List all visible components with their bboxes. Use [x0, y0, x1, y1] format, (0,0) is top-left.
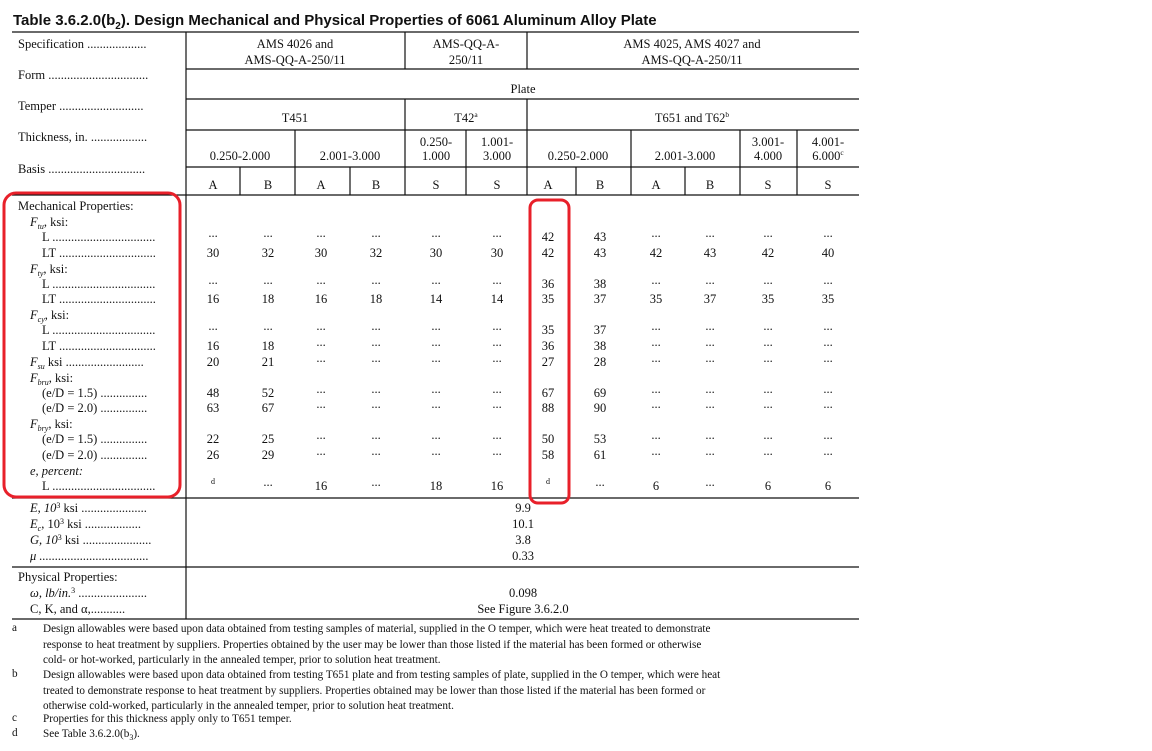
cell-fty-LT-3: 16: [314, 292, 328, 306]
footnote-c-line-1: Properties for this thickness apply only to T651 temper.: [43, 713, 292, 725]
cell-fty-L-11: ...: [763, 273, 773, 287]
cell-fbru-20-10: ...: [705, 397, 715, 411]
cell-e-L-9: 6: [652, 479, 660, 493]
cell-fbry-20-1: 26: [206, 448, 220, 462]
basis-6: S: [493, 178, 501, 192]
label-fbru: $F_{bru}$, ksi:: [30, 371, 74, 387]
temper-t451: T451: [281, 111, 309, 125]
thickness-0250-a: 0.250-: [419, 135, 453, 149]
cell-fcy-LT-12: ...: [823, 335, 833, 349]
label-omega: ω, lb/in.$^3$ ......................: [30, 586, 147, 600]
value-omega: 0.098: [508, 586, 538, 600]
spec-3-line-1: AMS 4025, AMS 4027 and: [623, 37, 761, 51]
cell-ftu-L-5: ...: [431, 226, 441, 240]
cell-ftu-LT-11: 42: [761, 246, 775, 260]
basis-5: S: [432, 178, 440, 192]
cell-fbry-20-12: ...: [823, 444, 833, 458]
cell-ftu-LT-6: 30: [490, 246, 504, 260]
cell-e-L-12: 6: [824, 479, 832, 493]
cell-e-L-4: ...: [371, 475, 381, 489]
cell-fcy-LT-7: 36: [541, 339, 555, 353]
basis-row: [208, 178, 831, 192]
cell-fbru-15-2: 52: [261, 386, 275, 400]
title-main: Table 3.6.2.0(b: [13, 12, 116, 29]
cell-ftu-LT-5: 30: [429, 246, 443, 260]
footnote-a-line-1: Design allowables were based upon data obtained from testing samples of material, supplied in the O temper, which were heat treated to demonstrate: [43, 623, 711, 635]
cell-fsu-8: 28: [593, 355, 607, 369]
cell-fcy-L-10: ...: [705, 319, 715, 333]
cell-fty-LT-9: 35: [649, 292, 663, 306]
cell-fbry-15-10: ...: [705, 428, 715, 442]
cell-fty-L-10: ...: [705, 273, 715, 287]
footnote-text-a: [43, 622, 843, 669]
footnote-mark-a: a: [12, 622, 17, 634]
thickness-3000: 3.000: [482, 149, 512, 163]
cell-fbru-15-11: ...: [763, 382, 773, 396]
cell-fcy-LT-2: 18: [261, 339, 275, 353]
cell-fcy-L-7: 35: [541, 323, 555, 337]
cell-fbru-15-12: ...: [823, 382, 833, 396]
thickness-1000: 1.000: [421, 149, 451, 163]
cell-fty-L-6: ...: [492, 273, 502, 287]
label-specification: Specification ...................: [18, 37, 147, 51]
label-fbru-ed15: (e/D = 1.5) ...............: [42, 386, 148, 400]
spec-1-line-1: AMS 4026 and: [256, 37, 334, 51]
row-labels: [18, 37, 156, 616]
cell-fbry-20-10: ...: [705, 444, 715, 458]
cell-fbry-15-9: ...: [651, 428, 661, 442]
value-mu: 0.33: [512, 549, 534, 563]
cell-fty-LT-6: 14: [490, 292, 504, 306]
cell-fty-LT-5: 14: [429, 292, 443, 306]
cell-e-L-11: 6: [764, 479, 772, 493]
data-cells: [207, 226, 835, 493]
cell-fbru-20-7: 88: [541, 401, 555, 415]
cell-fty-LT-1: 16: [206, 292, 220, 306]
cell-fbru-15-8: 69: [593, 386, 607, 400]
label-fbry: $F_{bry}$, ksi:: [30, 417, 73, 433]
cell-ftu-LT-4: 32: [369, 246, 383, 260]
cell-fty-LT-10: 37: [703, 292, 717, 306]
label-fcy-LT: LT ...............................: [42, 339, 156, 353]
title-subscript: 2: [115, 21, 121, 32]
cell-fcy-LT-11: ...: [763, 335, 773, 349]
cell-fsu-11: ...: [763, 351, 773, 365]
label-fty: $F_{ty}$, ksi:: [30, 262, 68, 278]
cell-ftu-L-3: ...: [316, 226, 326, 240]
cell-fcy-L-6: ...: [492, 319, 502, 333]
basis-8: B: [595, 178, 605, 192]
cell-fty-L-1: ...: [208, 273, 218, 287]
thickness-2001-3000: 2.001-3.000: [319, 149, 381, 163]
footnote-mark-d: d: [12, 727, 18, 739]
cell-fty-LT-2: 18: [261, 292, 275, 306]
thickness-3001: 3.001-: [751, 135, 785, 149]
shared-values: [477, 501, 568, 616]
label-e-L: L .................................: [42, 479, 156, 493]
footnote-b-line-3: otherwise cold-worked, particularly in the annealed temper, prior to solution heat treatment.: [43, 700, 454, 712]
cell-fbry-15-12: ...: [823, 428, 833, 442]
cell-fbru-15-1: 48: [206, 386, 220, 400]
footnote-b-line-2: treated to demonstrate response to heat treatment by suppliers. Properties obtained may be lower than those listed if the material has been formed or: [43, 684, 706, 697]
cell-fcy-L-8: 37: [593, 323, 607, 337]
cell-fbry-20-6: ...: [492, 444, 502, 458]
cell-ftu-LT-7: 42: [541, 246, 555, 260]
value-E: 9.9: [515, 501, 531, 515]
cell-fbru-15-7: 67: [541, 386, 555, 400]
cell-fcy-L-3: ...: [316, 319, 326, 333]
cell-ftu-L-8: 43: [593, 230, 607, 244]
cell-ftu-L-11: ...: [763, 226, 773, 240]
cell-ftu-L-7: 42: [541, 230, 555, 244]
cell-fbru-15-9: ...: [651, 382, 661, 396]
cell-fcy-LT-10: ...: [705, 335, 715, 349]
cell-fbru-20-5: ...: [431, 397, 441, 411]
cell-e-L-10: ...: [705, 475, 715, 489]
thickness-1001: 1.001-: [480, 135, 514, 149]
value-G: 3.8: [515, 533, 531, 547]
thickness-0250-2000: 0.250-2.000: [209, 149, 271, 163]
cell-ftu-L-1: ...: [208, 226, 218, 240]
cell-fbru-20-3: ...: [316, 397, 326, 411]
thickness-0250-2000-b: 0.250-2.000: [547, 149, 609, 163]
label-form: Form ................................: [18, 68, 149, 82]
cell-fty-LT-12: 35: [821, 292, 835, 306]
basis-1: A: [208, 178, 218, 192]
cell-fbry-20-2: 29: [261, 448, 275, 462]
cell-fbru-15-6: ...: [492, 382, 502, 396]
cell-e-L-7: d: [546, 477, 550, 486]
cell-fsu-5: ...: [431, 351, 441, 365]
cell-fbry-20-3: ...: [316, 444, 326, 458]
footnote-mark-c: c: [12, 712, 17, 724]
cell-fty-LT-11: 35: [761, 292, 775, 306]
cell-fbry-20-9: ...: [651, 444, 661, 458]
footnote-text-b: [43, 668, 843, 715]
label-ftu-L: L .................................: [42, 230, 156, 244]
cell-fcy-LT-6: ...: [492, 335, 502, 349]
basis-12: S: [824, 178, 832, 192]
label-physical-properties: Physical Properties:: [18, 570, 118, 584]
cell-fbry-20-8: 61: [593, 448, 607, 462]
basis-9: A: [651, 178, 661, 192]
cell-ftu-L-6: ...: [492, 226, 502, 240]
thickness-4001: 4.001-: [811, 135, 845, 149]
cell-ftu-LT-2: 32: [261, 246, 275, 260]
cell-fsu-7: 27: [541, 355, 555, 369]
cell-ftu-LT-10: 43: [703, 246, 717, 260]
cell-fty-LT-7: 35: [541, 292, 555, 306]
cell-fcy-LT-4: ...: [371, 335, 381, 349]
cell-ftu-LT-8: 43: [593, 246, 607, 260]
cell-fbru-20-8: 90: [593, 401, 607, 415]
label-cka: C, K, and α,...........: [30, 602, 126, 616]
cell-ftu-L-9: ...: [651, 226, 661, 240]
cell-fsu-6: ...: [492, 351, 502, 365]
cell-fbry-15-4: ...: [371, 428, 381, 442]
cell-e-L-3: 16: [314, 479, 328, 493]
cell-fcy-L-9: ...: [651, 319, 661, 333]
cell-fbry-15-7: 50: [541, 432, 555, 446]
cell-fbru-15-4: ...: [371, 382, 381, 396]
cell-fty-LT-4: 18: [369, 292, 383, 306]
footnote-mark-b: b: [12, 668, 18, 680]
cell-ftu-L-12: ...: [823, 226, 833, 240]
basis-11: S: [764, 178, 772, 192]
cell-fty-L-8: 38: [593, 277, 607, 291]
label-Ec: $E_c$, $10^3$ ksi ..................: [30, 517, 142, 533]
cell-fbry-15-11: ...: [763, 428, 773, 442]
temper-t651-t62: T651 and T62$^b$: [654, 110, 730, 125]
cell-fcy-L-12: ...: [823, 319, 833, 333]
cell-ftu-LT-1: 30: [206, 246, 220, 260]
label-fsu: $F_{su}$ ksi .........................: [30, 355, 144, 371]
footnote-text-c: [43, 712, 843, 728]
cell-fcy-L-1: ...: [208, 319, 218, 333]
cell-fbry-20-4: ...: [371, 444, 381, 458]
cell-fcy-LT-8: 38: [593, 339, 607, 353]
cell-fbry-15-6: ...: [492, 428, 502, 442]
temper-t42: T42$^a$: [454, 110, 478, 125]
cell-fbru-20-2: 67: [261, 401, 275, 415]
label-fcy-L: L .................................: [42, 323, 156, 337]
cell-fbru-20-4: ...: [371, 397, 381, 411]
cell-fbru-20-11: ...: [763, 397, 773, 411]
thickness-2001-3000-b: 2.001-3.000: [654, 149, 716, 163]
cell-ftu-LT-9: 42: [649, 246, 663, 260]
footnote-a-line-2: response to heat treatment by suppliers. Properties obtained by the user may be lower than those listed if the material has been formed or otherwise: [43, 638, 702, 651]
cell-fbru-20-9: ...: [651, 397, 661, 411]
thickness-4000: 4.000: [753, 149, 783, 163]
cell-ftu-L-2: ...: [263, 226, 273, 240]
cell-e-L-8: ...: [595, 475, 605, 489]
cell-fcy-L-2: ...: [263, 319, 273, 333]
cell-e-L-6: 16: [490, 479, 504, 493]
cell-fty-L-2: ...: [263, 273, 273, 287]
spec-2-line-2: 250/11: [448, 53, 484, 67]
cell-fty-L-12: ...: [823, 273, 833, 287]
label-E: E, $10^3$ ksi .....................: [30, 501, 147, 515]
cell-fcy-LT-1: 16: [206, 339, 220, 353]
cell-fbry-20-11: ...: [763, 444, 773, 458]
title-rest: ). Design Mechanical and Physical Properties of 6061 Aluminum Alloy Plate: [120, 12, 657, 29]
cell-fty-L-4: ...: [371, 273, 381, 287]
cell-ftu-LT-12: 40: [821, 246, 835, 260]
cell-ftu-L-10: ...: [705, 226, 715, 240]
cell-fbry-15-1: 22: [206, 432, 220, 446]
cell-fcy-LT-5: ...: [431, 335, 441, 349]
cell-fbru-20-12: ...: [823, 397, 833, 411]
label-mu: μ ...................................: [30, 549, 149, 563]
cell-e-L-5: 18: [429, 479, 443, 493]
value-cka: See Figure 3.6.2.0: [477, 602, 569, 616]
cell-fty-LT-8: 37: [593, 292, 607, 306]
cell-fsu-4: ...: [371, 351, 381, 365]
cell-fbry-20-7: 58: [541, 448, 555, 462]
cell-fsu-2: 21: [261, 355, 275, 369]
spec-1-line-2: AMS-QQ-A-250/11: [244, 53, 346, 67]
label-basis: Basis ...............................: [18, 162, 146, 176]
spec-3-line-2: AMS-QQ-A-250/11: [641, 53, 743, 67]
cell-fsu-9: ...: [651, 351, 661, 365]
label-fbry-ed15: (e/D = 1.5) ...............: [42, 432, 148, 446]
value-Ec: 10.1: [512, 517, 534, 531]
cell-ftu-LT-3: 30: [314, 246, 328, 260]
basis-10: B: [705, 178, 715, 192]
cell-fsu-1: 20: [206, 355, 220, 369]
cell-e-L-1: d: [211, 477, 215, 486]
cell-fbru-20-1: 63: [206, 401, 220, 415]
cell-fbry-15-3: ...: [316, 428, 326, 442]
label-ftu-LT: LT ...............................: [42, 246, 156, 260]
cell-fsu-10: ...: [705, 351, 715, 365]
thickness-6000: 6.000$^c$: [812, 148, 844, 163]
cell-fcy-L-4: ...: [371, 319, 381, 333]
cell-e-L-2: ...: [263, 475, 273, 489]
footnote-b-line-1: Design allowables were based upon data obtained from testing T651 plate and from testing samples of plate, supplied in the O temper, which were heat: [43, 669, 721, 681]
label-fbry-ed20: (e/D = 2.0) ...............: [42, 448, 148, 462]
cell-fbry-20-5: ...: [431, 444, 441, 458]
cell-ftu-L-4: ...: [371, 226, 381, 240]
cell-fcy-L-5: ...: [431, 319, 441, 333]
cell-fbry-15-5: ...: [431, 428, 441, 442]
footnote-text-d: See Table $3.6.2.0(b_3)$.: [43, 728, 140, 743]
label-fty-L: L .................................: [42, 277, 156, 291]
cell-fcy-LT-3: ...: [316, 335, 326, 349]
spec-2-line-1: AMS-QQ-A-: [432, 37, 500, 51]
label-fcy: $F_{cy}$, ksi:: [30, 308, 70, 324]
cell-fty-L-7: 36: [541, 277, 555, 291]
label-thickness: Thickness, in. ..................: [18, 130, 148, 144]
cell-fbru-20-6: ...: [492, 397, 502, 411]
footnote-a-line-3: cold- or hot-worked, particularly in the annealed temper, prior to solution heat treatment.: [43, 654, 441, 666]
cell-fty-L-9: ...: [651, 273, 661, 287]
cell-fbru-15-10: ...: [705, 382, 715, 396]
cell-fbru-15-5: ...: [431, 382, 441, 396]
basis-7: A: [543, 178, 553, 192]
basis-3: A: [316, 178, 326, 192]
cell-fbry-15-2: 25: [261, 432, 275, 446]
label-fty-LT: LT ...............................: [42, 292, 156, 306]
label-e-percent: e, percent:: [30, 464, 83, 478]
label-temper: Temper ...........................: [18, 99, 144, 113]
label-ftu: $F_{tu}$, ksi:: [30, 215, 69, 231]
cell-fsu-3: ...: [316, 351, 326, 365]
basis-4: B: [371, 178, 381, 192]
cell-fsu-12: ...: [823, 351, 833, 365]
cell-fbry-15-8: 53: [593, 432, 607, 446]
cell-fty-L-3: ...: [316, 273, 326, 287]
cell-fcy-LT-9: ...: [651, 335, 661, 349]
label-fbru-ed20: (e/D = 2.0) ...............: [42, 401, 148, 415]
form-plate: Plate: [510, 82, 536, 96]
cell-fcy-L-11: ...: [763, 319, 773, 333]
label-G: G, $10^3$ ksi ......................: [30, 533, 152, 547]
cell-fty-L-5: ...: [431, 273, 441, 287]
basis-2: B: [263, 178, 273, 192]
label-mechanical-properties: Mechanical Properties:: [18, 199, 134, 213]
cell-fbru-15-3: ...: [316, 382, 326, 396]
